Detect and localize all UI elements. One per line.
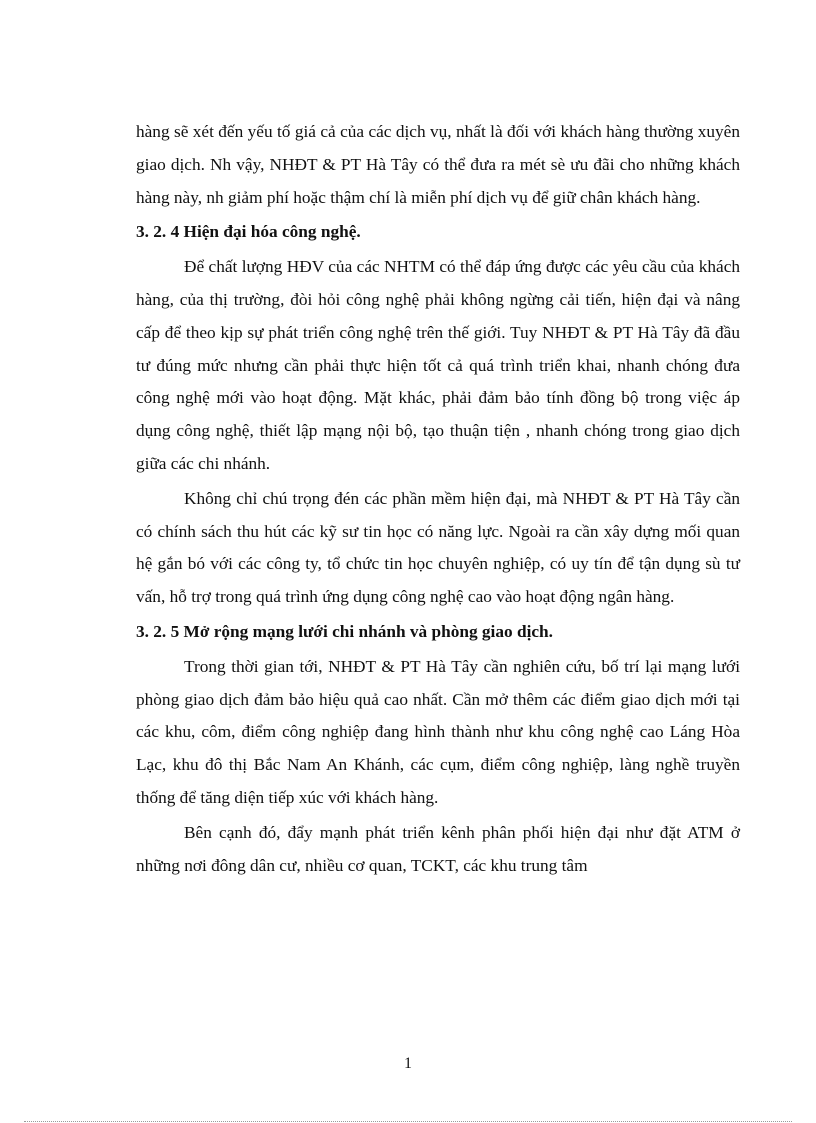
paragraph-software: Không chỉ chú trọng đén các phần mềm hiện đại, mà NHĐT & PT Hà Tây cần có chính sách thu hút các kỹ sư tin học có năng lực. Ngoài ra cần xây dựng mối quan hệ gắn bó với các công ty, tổ chức tin học chuyên nghiệp, có uy tín để tận dụng sù tư vấn, hỗ trợ trong quá trình ứng dụng công nghệ cao vào hoạt động ngân hàng. — [136, 488, 740, 607]
section-heading-3-2-4: 3. 2. 4 Hiện đại hóa công nghệ. — [136, 222, 361, 242]
paragraph-network: Trong thời gian tới, NHĐT & PT Hà Tây cần nghiên cứu, bố trí lại mạng lưới phòng giao dịch đảm bảo hiệu quả cao nhất. Cần mở thêm các điểm giao dịch mới tại các khu, côm, điểm công nghiệp đang hình thành như khu công nghệ cao Láng Hòa Lạc, khu đô thị Bắc Nam An Khánh, các cụm, điểm công nghiệp, làng nghề truyền thống để tăng diện tiếp xúc với khách hàng. — [136, 656, 740, 807]
paragraph-technology: Để chất lượng HĐV của các NHTM có thể đáp ứng được các yêu cầu của khách hàng, của thị trường, đòi hỏi công nghệ phải không ngừng cải tiến, hiện đại và nâng cấp để theo kịp sự phát triển công nghệ trên thế giới. Tuy NHĐT & PT Hà Tây đã đầu tư đúng mức nhưng cần phải thực hiện tốt cả quá trình triển khai, nhanh chóng đưa công nghệ mới vào hoạt động. Mặt khác, phải đảm bảo tính đồng bộ trong việc áp dụng công nghệ, thiết lập mạng nội bộ, tạo thuận tiện , nhanh chóng trong giao dịch giữa các chi nhánh. — [136, 257, 740, 473]
section-heading-3-2-5: 3. 2. 5 Mở rộng mạng lưới chi nhánh và phòng giao dịch. — [136, 621, 553, 641]
paragraph-intro: hàng sẽ xét đến yếu tố giá cả của các dịch vụ, nhất là đối với khách hàng thường xuyên giao dịch. Nh vậy, NHĐT & PT Hà Tây có thể đưa ra mét sè ưu đãi cho những khách hàng này, nh giảm phí hoặc thậm chí là miễn phí dịch vụ để giữ chân khách hàng. — [136, 122, 740, 207]
page-bottom-divider — [24, 1121, 792, 1122]
paragraph-atm: Bên cạnh đó, đẩy mạnh phát triển kênh phân phối hiện đại như đặt ATM ở những nơi đông dân cư, nhiều cơ quan, TCKT, các khu trung tâm — [136, 822, 740, 875]
page-number: 1 — [404, 1055, 412, 1072]
document-body — [136, 116, 740, 882]
